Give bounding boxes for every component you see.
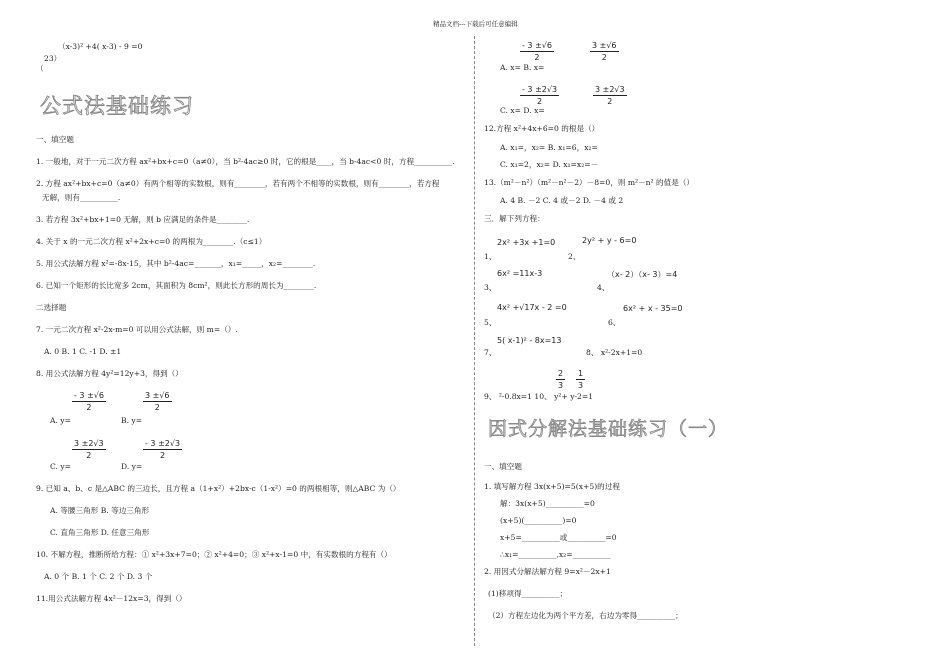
equation-4-number: 4、: [597, 283, 610, 292]
problem-1-step-a: 解：3x(x+5)__________=0: [500, 499, 595, 508]
question-1: 1. 一般地，对于一元二次方程 ax²+bx+c=0（a≠0），当 b²-4ac≥0 时，它的根是____，当 b-4ac<0 时，方程__________.: [36, 157, 455, 166]
question-9-options-cd: C. 直角三角形 D. 任意三角形: [50, 528, 150, 537]
question-8: 8. 用公式法解方程 4y²=12y+3，得到（）: [36, 369, 183, 378]
page-header: 精品文档---下载后可任意编辑: [433, 20, 518, 28]
question-9-options-ab: A. 等腰三角形 B. 等边三角形: [50, 506, 150, 515]
equation-5: 4x² +√17x - 2 =0: [497, 303, 567, 312]
q8-option-b: B. y=: [121, 416, 143, 425]
equation-7: 5( x-1)² - 8x=13: [497, 336, 562, 345]
equation-1-number: 1、: [484, 252, 497, 261]
equation-6: 6x² + x - 35=0: [623, 304, 683, 313]
q8-option-a: A. y=: [50, 416, 71, 425]
section-choice: 二选择题: [36, 303, 67, 312]
top-number: 23）: [44, 54, 62, 63]
q8-fraction-c: $\frac{3 \pm 2√3}{2}$: [74, 439, 104, 460]
question-12-options-cd: C. x₁=2，x₂= D. x₁=x₂=－: [500, 160, 599, 169]
problem-1-step-d: ∴x₁=__________,x₂=__________: [500, 550, 611, 559]
section-fill-blank-2: 一、填空题: [484, 462, 522, 471]
q11-options-cd: C. x= D. x=: [500, 106, 545, 115]
question-2-line1: 2. 方程 ax²+bx+c=0（a≠0）有两个相等的实数根，则有________，若有两个不相等的实数根，则有________，若方程: [36, 179, 440, 188]
q8-fraction-b: $\frac{3 \pm√6}{2}$: [145, 391, 170, 412]
problem-1-step-c: x+5=__________或__________=0: [500, 533, 617, 542]
problem-2-step-2: （2）方程左边化为两个平方差，右边为零得__________；: [488, 611, 683, 620]
top-equation: （x-3)² +4( x-3) - 9 =0: [58, 42, 143, 51]
question-13-options: A. 4 B. －2 C. 4 或－2 D. －4 或 2: [500, 196, 624, 205]
question-4: 4. 关于 x 的一元二次方程 x²+2x+c=0 的两根为________.（c≤1）: [36, 237, 267, 246]
section-fill-blank: 一、填空题: [36, 135, 74, 144]
problem-1-step-b: (x+5)(__________)=0: [500, 516, 577, 525]
equation-8: 8、 x²-2x+1=0: [586, 348, 643, 357]
question-13: 13.（m²－n²）（m²－n²－2）－8=0，则 m²－n² 的值是（）: [484, 178, 694, 187]
question-7-options: A. 0 B. 1 C. -1 D. ±1: [44, 347, 122, 356]
equation-3-number: 3、: [484, 283, 497, 292]
equation-1: 2x² +3x +1=0: [497, 238, 556, 247]
equation-7-number: 7、: [484, 348, 497, 357]
fraction-two-thirds: $\frac{2}{3}$: [558, 369, 564, 390]
column-divider: [474, 36, 475, 646]
question-12-options-ab: A. x₁=，x₂= B. x₁=6，x₂=: [500, 143, 598, 152]
problem-1: 1. 填写解方程 3x(x+5)=5(x+5)的过程: [484, 482, 620, 491]
question-3: 3. 若方程 3x²+bx+1=0 无解，则 b 应满足的条件是________.: [36, 215, 250, 224]
section-solve: 三．解下列方程：: [484, 214, 545, 223]
question-11: 11.用公式法解方程 4x²－12x=3，得到（）: [36, 594, 187, 603]
q8-fraction-a: $\frac{- 3 \pm√6}{2}$: [74, 391, 104, 412]
question-6: 6. 已知一个矩形的长比宽多 2cm，其面积为 8cm²，则此长方形的周长为________.: [36, 281, 317, 290]
q11-options-ab: A. x= B. x=: [500, 63, 545, 72]
question-12: 12.方程 x²+4x+6=0 的根是（）: [484, 124, 600, 133]
equation-4: （x- 2）（x- 3）=4: [607, 270, 678, 279]
equation-3: 6x² =11x-3: [497, 269, 543, 278]
q11-fraction-c: $\frac{- 3 \pm 2√3}{2}$: [522, 85, 558, 106]
q8-option-d: D. y=: [121, 462, 143, 471]
section-heading-formula: 公式法基础练习: [40, 94, 194, 118]
q11-fraction-a: $\frac{- 3 \pm√6}{2}$: [522, 41, 552, 62]
equation-5-number: 5、: [484, 318, 497, 327]
equation-6-number: 6、: [608, 318, 621, 327]
problem-2: 2. 用因式分解法解方程 9=x²－2x+1: [484, 567, 611, 576]
equation-2: 2y² + y - 6=0: [582, 236, 637, 245]
question-7: 7. 一元二次方程 x²-2x-m=0 可以用公式法解，则 m=（）.: [36, 325, 238, 334]
problem-2-step-1: (1)移项得__________；: [488, 589, 568, 598]
question-9: 9. 已知 a、b、c 是△ABC 的三边长，且方程 a（1+x²）+2bx-c（1-x²）=0 的两根相等，则△ABC 为（）: [36, 484, 401, 493]
q11-fraction-b: $\frac{3 \pm√6}{2}$: [592, 41, 617, 62]
equation-2-number: 2、: [568, 252, 581, 261]
q8-fraction-d: $\frac{- 3 \pm 2√3}{2}$: [145, 439, 181, 460]
question-2-line2: 无解，则有__________.: [42, 193, 121, 202]
question-10-options: A. 0 个 B. 1 个 C. 2 个 D. 3 个: [44, 572, 153, 581]
q11-fraction-d: $\frac{3 \pm 2√3}{2}$: [595, 85, 625, 106]
question-10: 10. 不解方程，推断所给方程：① x²+3x+7=0；② x²+4=0；③ x²+x-1=0 中，有实数根的方程有（）: [36, 550, 392, 559]
equations-9-10: 9、 ²-0.8x=1 10、 y²+ y-2=1: [484, 392, 594, 401]
top-paren: （: [36, 64, 44, 73]
q8-option-c: C. y=: [50, 462, 72, 471]
question-5: 5. 用公式法解方程 x²=-8x-15，其中 b²-4ac=_______，x₁=_____，x₂=________.: [36, 259, 316, 268]
fraction-one-third: $\frac{1}{3}$: [578, 369, 584, 390]
section-heading-factoring: 因式分解法基础练习（一）: [488, 418, 729, 440]
